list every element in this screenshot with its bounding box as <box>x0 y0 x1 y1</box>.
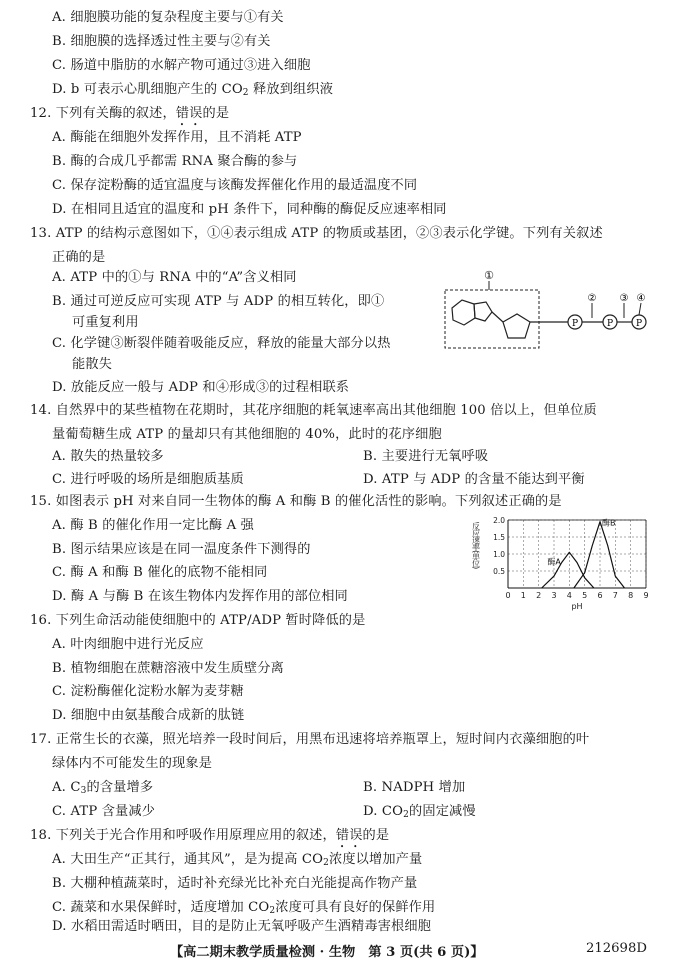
q13-option-d: D. 放能反应一般与 ADP 和④形成③的过程相联系 <box>52 380 350 395</box>
exam-code: 212698D <box>586 941 647 956</box>
x-tick-label: 9 <box>643 591 649 600</box>
y-tick-label: 1.5 <box>493 533 505 542</box>
q13-option-b-line2: 可重复利用 <box>72 315 139 330</box>
q15-stem: 15. 如图表示 pH 对来自同一生物体的酶 A 和酶 B 的催化活性的影响。下列叙述正确的是 <box>30 494 562 509</box>
q11-option-b: B. 细胞膜的选择透过性主要与②有关 <box>52 34 271 49</box>
label-4: ④ <box>636 293 646 304</box>
page-footer: 【高二期末教学质量检测 · 生物 第 3 页(共 6 页)】 <box>170 945 484 960</box>
q13-stem-line2: 正确的是 <box>52 250 106 265</box>
q15-option-b: B. 图示结果应该是在同一温度条件下测得的 <box>52 542 311 557</box>
y-axis-label: 反应速率(单位) <box>471 522 481 569</box>
q18-option-c: C. 蔬菜和水果保鲜时，适度增加 $CO_2$浓度可具有良好的保鲜作用 <box>52 900 436 916</box>
x-tick-label: 0 <box>505 591 511 600</box>
q18-option-b: B. 大棚种植蔬菜时，适时补充绿光比补充白光能提高作物产量 <box>52 876 418 891</box>
q17-option-a: A. $C_3$的含量增多 <box>52 780 154 796</box>
q11-option-a: A. 细胞膜功能的复杂程度主要与①有关 <box>52 10 284 25</box>
q11-option-d: D. b 可表示心肌细胞产生的 $CO_2$ 释放到组织液 <box>52 82 334 98</box>
q14-option-a: A. 散失的热量较多 <box>52 449 164 464</box>
q12-option-b: B. 酶的合成几乎都需 RNA 聚合酶的参与 <box>52 154 298 169</box>
q15-option-d: D. 酶 A 与酶 B 在该生物体内发挥作用的部位相同 <box>52 589 348 604</box>
q18-option-d: D. 水稻田需适时晒田，目的是防止无氧呼吸产生酒精毒害根细胞 <box>52 919 432 934</box>
purine-ring-5 <box>474 302 492 321</box>
y-tick-label: 2.0 <box>493 516 505 525</box>
enzyme-ph-chart <box>470 512 660 612</box>
q18-option-a: A. 大田生产“正其行，通其风”，是为提高 $CO_2$浓度以增加产量 <box>52 852 423 868</box>
q13-option-b-line1: B. 通过可逆反应可实现 ATP 与 ADP 的相互转化，即① <box>52 294 385 309</box>
q11-option-c: C. 肠道中脂肪的水解产物可通过③进入细胞 <box>52 58 311 73</box>
q13-option-a: A. ATP 中的①与 RNA 中的“A”含义相同 <box>52 270 297 285</box>
q14-stem-line1: 14. 自然界中的某些植物在花期时，其花序细胞的耗氧速率高出其他细胞 100 倍以上，但单位质 <box>30 403 597 418</box>
y-tick-label: 1.0 <box>493 550 505 559</box>
q12-stem: 12. 下列有关酶的叙述，错误的是 <box>30 106 230 121</box>
q12-option-d: D. 在相同且适宜的温度和 pH 条件下，同种酶的酶促反应速率相同 <box>52 202 447 217</box>
x-tick-label: 1 <box>520 591 526 600</box>
q16-option-d: D. 细胞中由氨基酸合成新的肽链 <box>52 708 245 723</box>
q13-stem-line1: 13. ATP 的结构示意图如下，①④表示组成 ATP 的物质或基团，②③表示化学键。下列有关叙述 <box>30 226 603 241</box>
q17-stem-line2: 绿体内不可能发生的现象是 <box>52 756 213 771</box>
series-label: 酶B <box>602 518 616 528</box>
q17-stem-line1: 17. 正常生长的衣藻，照光培养一段时间后，用黑布迅速将培养瓶罩上，短时间内衣藻细胞的叶 <box>30 732 590 747</box>
purine-ring-6 <box>452 300 475 325</box>
x-tick-label: 2 <box>536 591 542 600</box>
q16-option-c: C. 淀粉酶催化淀粉水解为麦芽糖 <box>52 684 244 699</box>
x-tick-label: 7 <box>612 591 618 600</box>
svg-text:P: P <box>606 319 614 329</box>
svg-text:P: P <box>635 319 643 329</box>
q13-option-c-line1: C. 化学键③断裂伴随着吸能反应，释放的能量大部分以热 <box>52 336 391 351</box>
label-1: ① <box>484 269 494 282</box>
atp-structure-diagram <box>440 266 658 356</box>
q17-option-d: D. $CO_2$的固定减慢 <box>363 804 476 820</box>
y-tick-label: 0.5 <box>493 567 505 576</box>
x-axis-label: pH <box>571 602 583 611</box>
q14-stem-line2: 量葡萄糖生成 ATP 的量却只有其他细胞的 40%，此时的花序细胞 <box>52 427 442 442</box>
label-3: ③ <box>619 293 629 304</box>
q17-option-b: B. NADPH 增加 <box>363 780 466 795</box>
series-line-enzyme-b <box>574 522 625 588</box>
q14-option-c: C. 进行呼吸的场所是细胞质基质 <box>52 472 244 487</box>
q15-option-a: A. 酶 B 的催化作用一定比酶 A 强 <box>52 518 254 533</box>
q14-option-b: B. 主要进行无氧呼吸 <box>363 449 489 464</box>
q14-option-d: D. ATP 与 ADP 的含量不能达到平衡 <box>363 472 585 487</box>
q17-option-c: C. ATP 含量减少 <box>52 804 156 819</box>
x-tick-label: 6 <box>597 591 603 600</box>
label-2: ② <box>587 293 597 304</box>
q15-option-c: C. 酶 A 和酶 B 催化的底物不能相同 <box>52 565 268 580</box>
q18-stem: 18. 下列关于光合作用和呼吸作用原理应用的叙述，错误的是 <box>30 828 390 843</box>
q16-option-a: A. 叶肉细胞中进行光反应 <box>52 637 204 652</box>
q12-option-c: C. 保存淀粉酶的适宜温度与该酶发挥催化作用的最适温度不同 <box>52 178 418 193</box>
q16-stem: 16. 下列生命活动能使细胞中的 ATP/ADP 暂时降低的是 <box>30 613 366 628</box>
svg-text:P: P <box>571 319 579 329</box>
x-tick-label: 3 <box>551 591 557 600</box>
series-label: 酶A <box>547 557 561 567</box>
x-tick-label: 5 <box>582 591 588 600</box>
q12-option-a: A. 酶能在细胞外发挥作用，且不消耗 ATP <box>52 130 302 145</box>
q16-option-b: B. 植物细胞在蔗糖溶液中发生质壁分离 <box>52 661 284 676</box>
q13-option-c-line2: 能散失 <box>72 357 113 372</box>
x-tick-label: 4 <box>566 591 572 600</box>
ribose-ring <box>503 314 530 338</box>
x-tick-label: 8 <box>628 591 634 600</box>
